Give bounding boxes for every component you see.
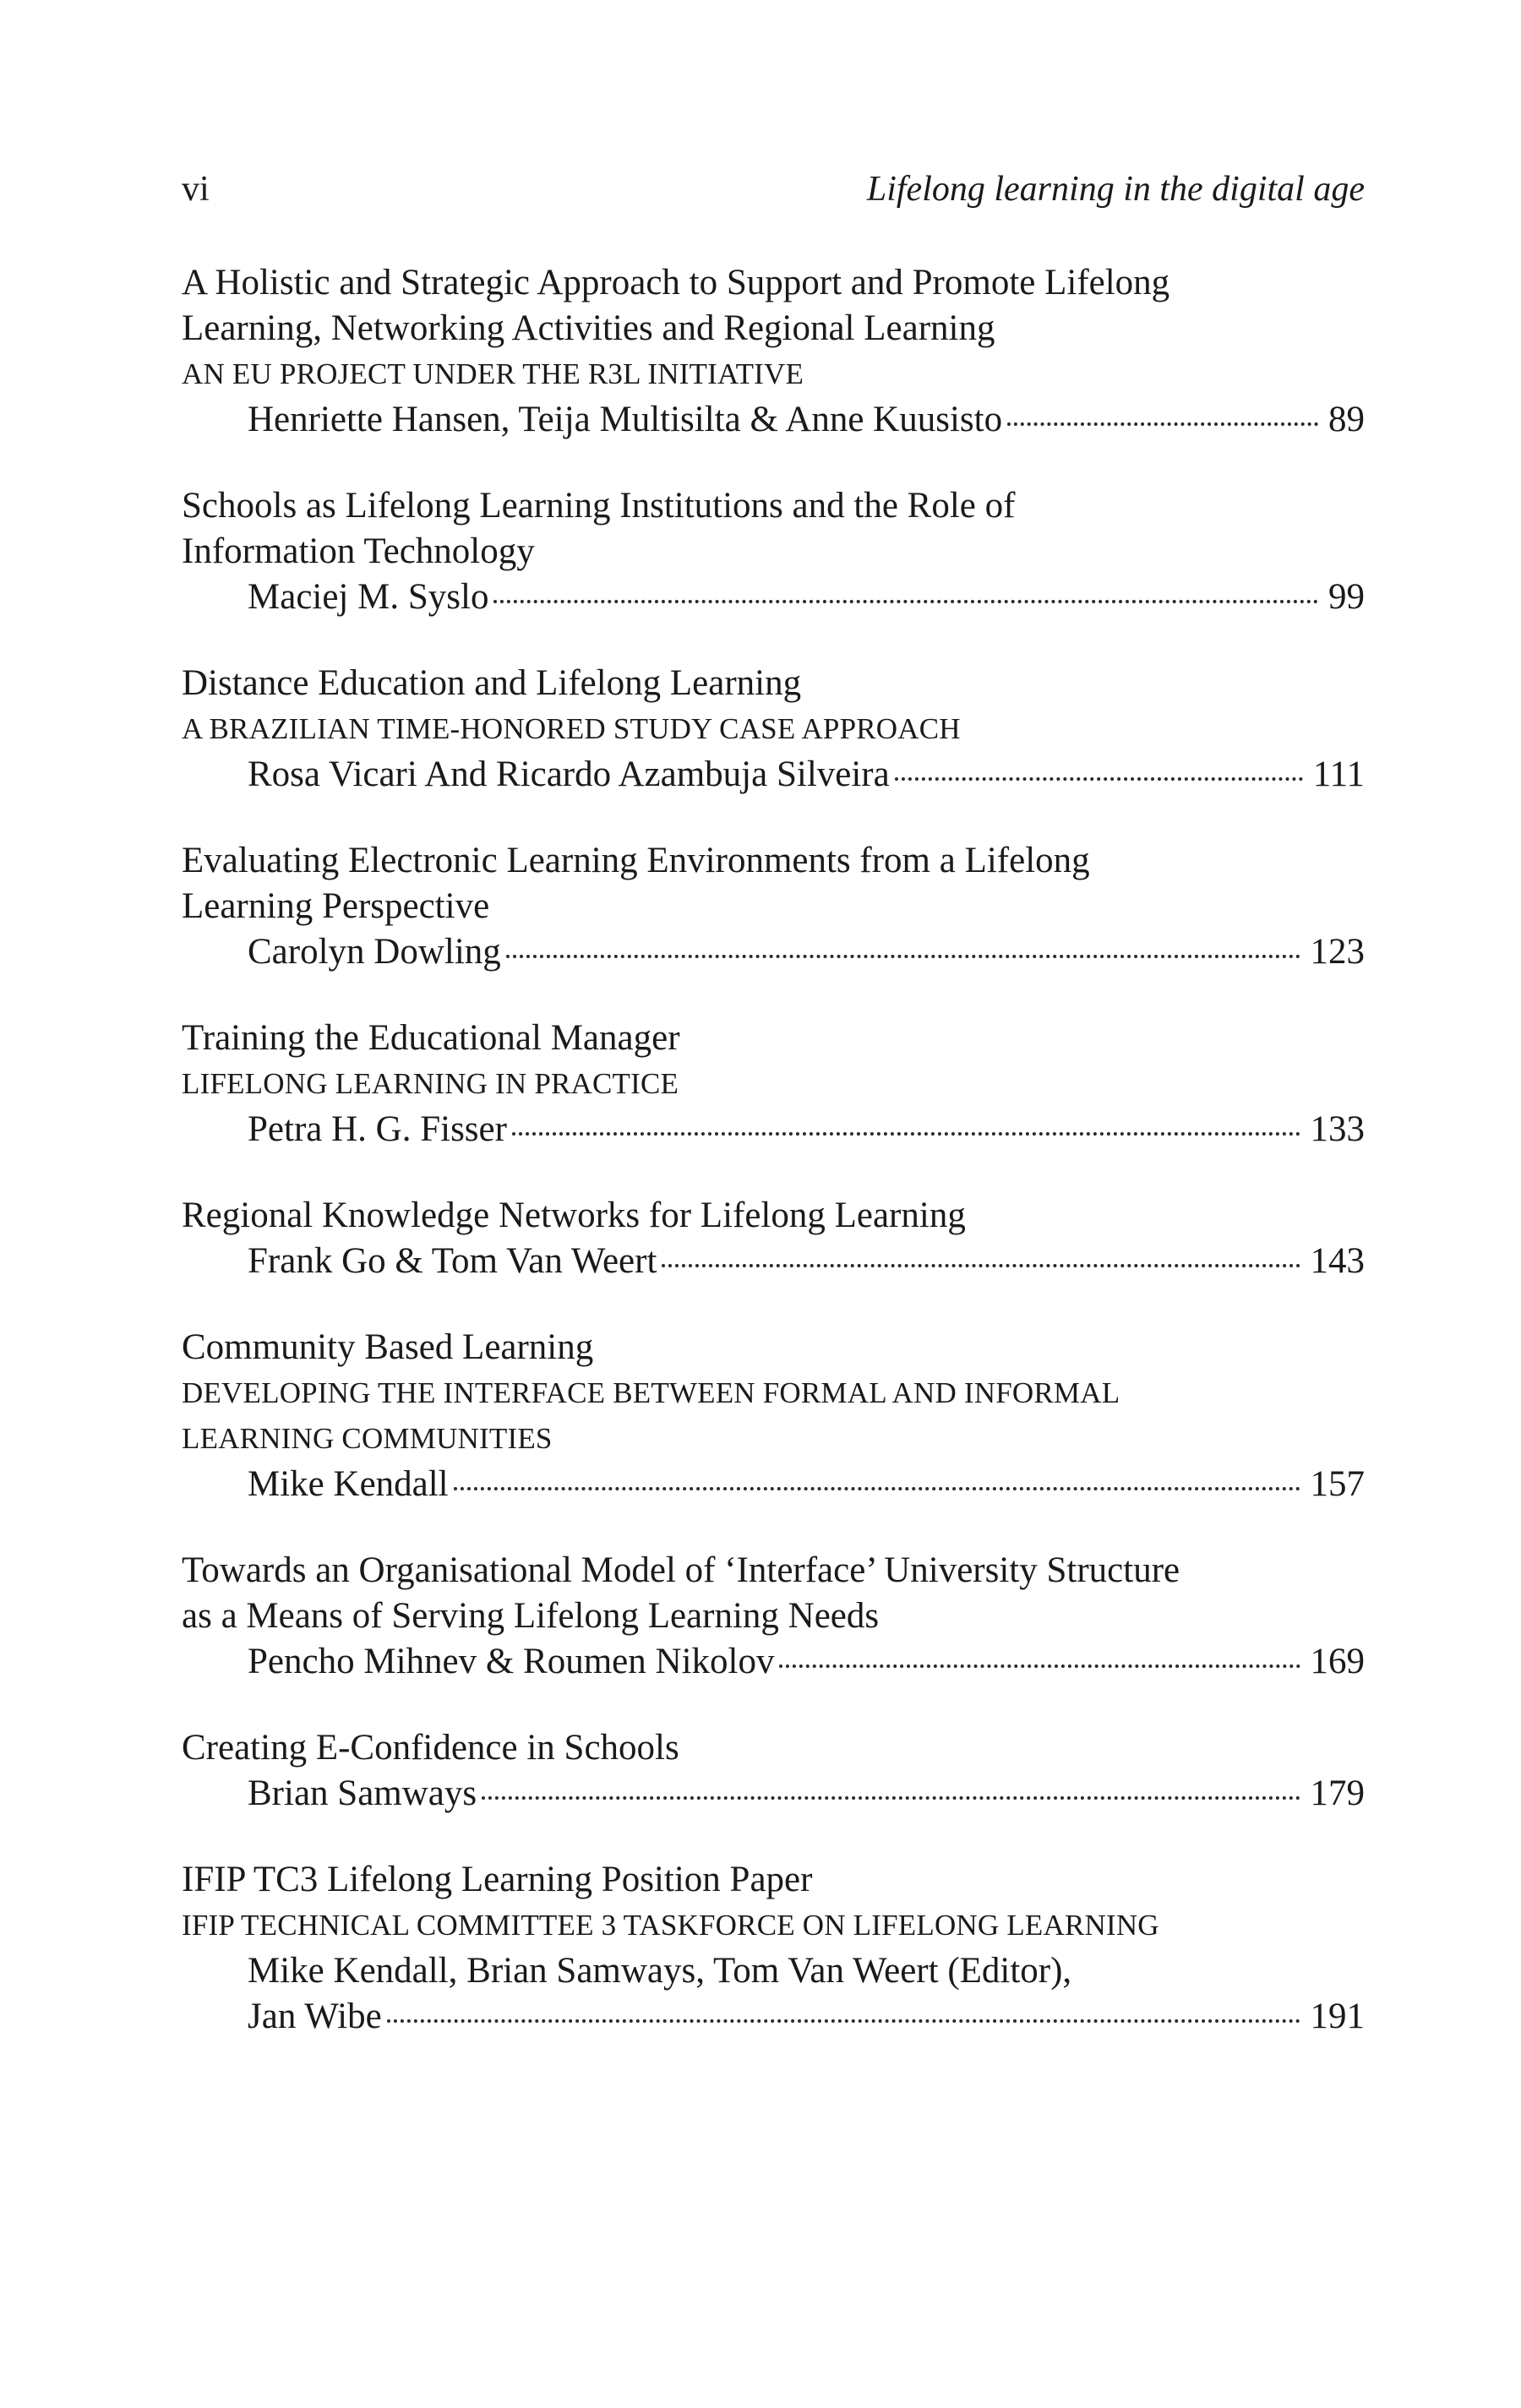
chapter-title-line: Creating E-Confidence in Schools (182, 1728, 679, 1768)
author-page-line (182, 929, 1365, 975)
dot-leader (895, 777, 1303, 781)
page-number: 123 (1310, 932, 1365, 972)
chapter-subtitle-line: LEARNING COMMUNITIES (182, 1422, 553, 1455)
toc-entry (182, 661, 1365, 798)
chapter-subtitle-line: LIFELONG LEARNING IN PRACTICE (182, 1067, 679, 1100)
author-page-line (182, 752, 1365, 798)
chapter-title-line: Training the Educational Manager (182, 1018, 680, 1058)
chapter-title-line: Towards an Organisational Model of ‘Interface’ University Structure (182, 1550, 1180, 1590)
chapter-authors: Pencho Mihnev & Roumen Nikolov (248, 1642, 775, 1681)
chapter-authors: Rosa Vicari And Ricardo Azambuja Silveira (248, 755, 890, 794)
toc-entry (182, 1548, 1365, 1685)
chapter-title-line: Community Based Learning (182, 1327, 594, 1367)
toc-entry (182, 483, 1365, 620)
author-page-line (182, 1771, 1365, 1817)
author-page-line (182, 1994, 1365, 2040)
page-number: 99 (1328, 577, 1365, 617)
chapter-authors: Frank Go & Tom Van Weert (248, 1241, 657, 1281)
chapter-title-line: as a Means of Serving Lifelong Learning Needs (182, 1596, 880, 1636)
chapter-subtitle-line: DEVELOPING THE INTERFACE BETWEEN FORMAL AND INFORMAL (182, 1376, 1120, 1409)
toc-entry (182, 1725, 1365, 1817)
page-number: 111 (1312, 755, 1365, 794)
chapter-subtitle-line: IFIP TECHNICAL COMMITTEE 3 TASKFORCE ON LIFELONG LEARNING (182, 1909, 1159, 1942)
chapter-title-line: Evaluating Electronic Learning Environments from a Lifelong (182, 841, 1090, 880)
chapter-title-line: Learning, Networking Activities and Regional Learning (182, 308, 995, 348)
chapter-authors: Maciej M. Syslo (248, 577, 489, 617)
toc-entry (182, 260, 1365, 443)
chapter-title-line: A Holistic and Strategic Approach to Support and Promote Lifelong (182, 263, 1170, 302)
chapter-title-line: Learning Perspective (182, 886, 490, 926)
dot-leader (512, 1132, 1300, 1136)
page-number: 157 (1310, 1464, 1365, 1504)
toc-entry (182, 1325, 1365, 1507)
dot-leader (454, 1487, 1300, 1490)
page-number: 169 (1310, 1642, 1365, 1681)
table-of-contents (182, 260, 1365, 2080)
author-page-line (182, 1462, 1365, 1507)
chapter-subtitle-line: A BRAZILIAN TIME-HONORED STUDY CASE APPROACH (182, 712, 961, 745)
chapter-authors: Carolyn Dowling (248, 932, 501, 972)
dot-leader (1007, 422, 1318, 426)
chapter-subtitle-line: AN EU PROJECT UNDER THE R3L INITIATIVE (182, 357, 804, 390)
dot-leader (482, 1796, 1300, 1800)
page-number: 89 (1328, 400, 1365, 439)
toc-entry (182, 1857, 1365, 2040)
dot-leader (662, 1264, 1300, 1267)
page-number: 143 (1310, 1241, 1365, 1281)
page-number: 133 (1310, 1109, 1365, 1149)
chapter-authors: Petra H. G. Fisser (248, 1109, 507, 1149)
chapter-authors-line: Mike Kendall, Brian Samways, Tom Van Weert (Editor), (248, 1951, 1072, 1991)
chapter-authors: Brian Samways (248, 1773, 477, 1813)
author-page-line (182, 575, 1365, 620)
author-page-line (182, 1639, 1365, 1685)
author-page-line (182, 397, 1365, 443)
chapter-title-line: Schools as Lifelong Learning Institutions and the Role of (182, 486, 1016, 526)
page-folio: vi (182, 170, 210, 209)
dot-leader (779, 1664, 1300, 1668)
author-page-line (182, 1107, 1365, 1152)
dot-leader (493, 600, 1318, 603)
dot-leader (387, 2019, 1300, 2023)
chapter-authors: Mike Kendall (248, 1464, 449, 1504)
chapter-title-line: Information Technology (182, 531, 535, 571)
dot-leader (506, 955, 1300, 958)
toc-entry (182, 1193, 1365, 1284)
running-book-title: Lifelong learning in the digital age (866, 170, 1365, 209)
chapter-title-line: Distance Education and Lifelong Learning (182, 663, 802, 703)
chapter-authors: Jan Wibe (248, 1997, 382, 2036)
toc-entry (182, 838, 1365, 975)
running-head (182, 169, 1365, 220)
chapter-title-line: Regional Knowledge Networks for Lifelong Learning (182, 1196, 966, 1235)
page-number: 179 (1310, 1773, 1365, 1813)
author-page-line (182, 1239, 1365, 1284)
chapter-title-line: IFIP TC3 Lifelong Learning Position Paper (182, 1860, 813, 1899)
page-number: 191 (1310, 1997, 1365, 2036)
chapter-authors: Henriette Hansen, Teija Multisilta & Anne Kuusisto (248, 400, 1003, 439)
toc-entry (182, 1016, 1365, 1152)
